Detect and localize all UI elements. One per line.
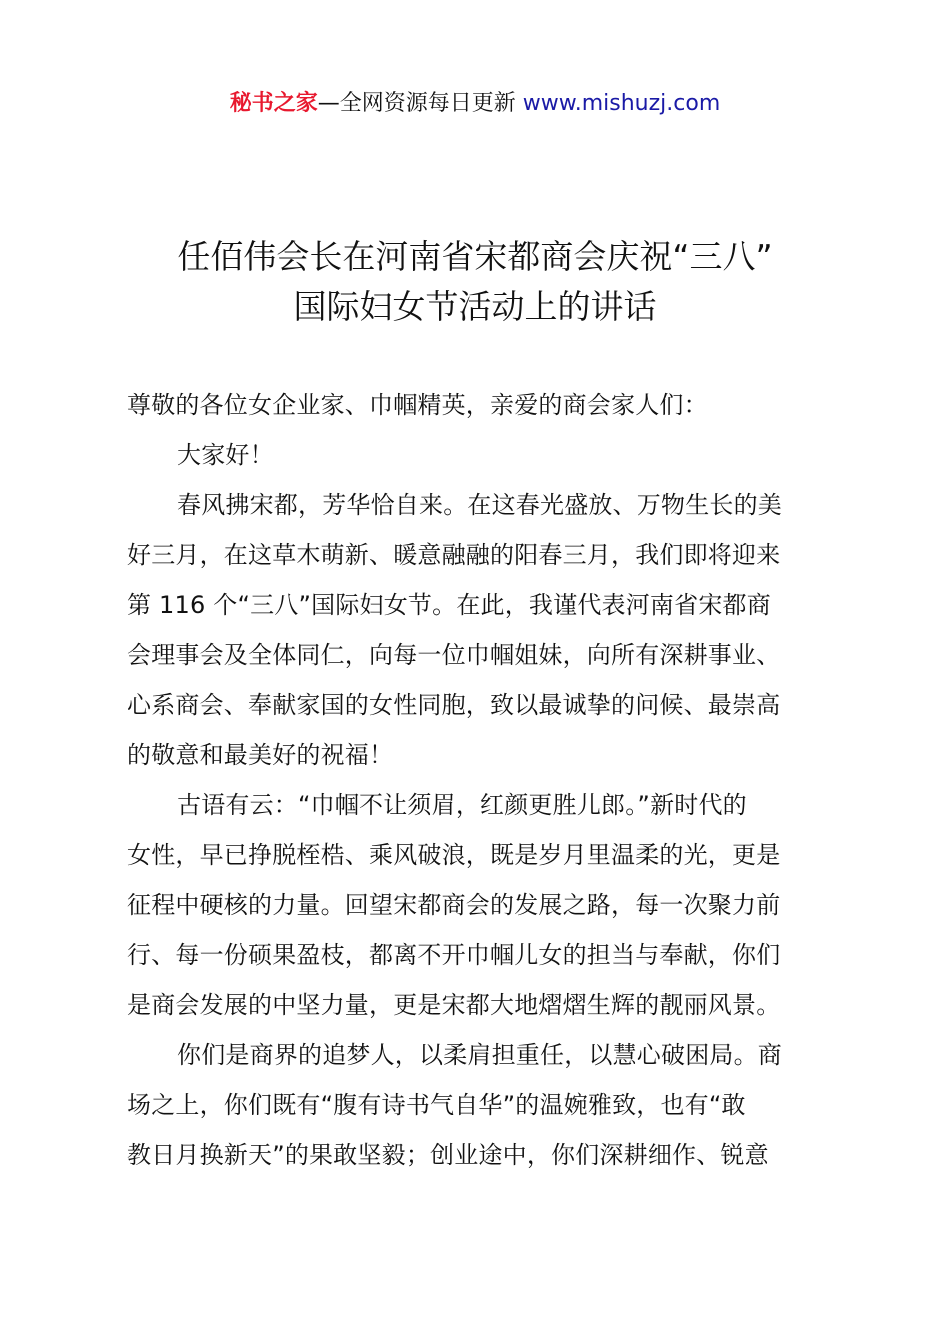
title-line-1: 任佰伟会长在河南省宋都商会庆祝“三八” [177, 237, 773, 276]
paragraph-line: 的敬意和最美好的祝福！ [127, 741, 394, 769]
page-header [0, 88, 950, 120]
paragraph-1 [127, 480, 833, 780]
title-line-2: 国际妇女节活动上的讲话 [293, 287, 657, 326]
header-url-link[interactable]: www.mishuzj.com [522, 91, 721, 116]
paragraph-line: 征程中硬核的力量。回望宋都商会的发展之路，每一次聚力前 [127, 891, 781, 919]
header-brand: 秘书之家 [229, 91, 318, 116]
paragraph-2 [127, 780, 833, 1030]
paragraph-line: 好三月，在这草木萌新、暖意融融的阳春三月，我们即将迎来 [127, 541, 781, 569]
paragraph-line: 场之上，你们既有“腹有诗书气自华”的温婉雅致，也有“敢 [127, 1091, 746, 1119]
paragraph-3 [127, 1030, 833, 1180]
paragraph-line: 第 116 个“三八”国际妇女节。在此，我谨代表河南省宋都商 [127, 591, 771, 619]
paragraph-line: 是商会发展的中坚力量，更是宋都大地熠熠生辉的靓丽风景。 [127, 991, 781, 1019]
salutation [127, 380, 833, 430]
paragraph-line: 古语有云：“巾帼不让须眉，红颜更胜儿郎。”新时代的 [177, 791, 747, 819]
header-slogan: —全网资源每日更新 [317, 91, 523, 116]
paragraph-line: 会理事会及全体同仁，向每一位巾帼姐妹，向所有深耕事业、 [127, 641, 781, 669]
greeting [127, 430, 833, 480]
paragraph-line: 你们是商界的追梦人，以柔肩担重任，以慧心破困局。商 [177, 1041, 782, 1069]
paragraph-line: 女性，早已挣脱桎梏、乘风破浪，既是岁月里温柔的光，更是 [127, 841, 781, 869]
paragraph-line: 教日月换新天”的果敢坚毅；创业途中，你们深耕细作、锐意 [127, 1141, 769, 1169]
greeting-line: 大家好！ [177, 441, 274, 469]
paragraph-line: 行、每一份硕果盈枝，都离不开巾帼儿女的担当与奉献，你们 [127, 941, 781, 969]
paragraph-line: 春风拂宋都，芳华恰自来。在这春光盛放、万物生长的美 [177, 491, 782, 519]
paragraph-line: 心系商会、奉献家国的女性同胞，致以最诚挚的问候、最崇高 [127, 691, 781, 719]
salutation-line: 尊敬的各位女企业家、巾帼精英，亲爱的商会家人们： [127, 391, 708, 419]
document-title [100, 232, 850, 332]
document-body [127, 380, 833, 1180]
